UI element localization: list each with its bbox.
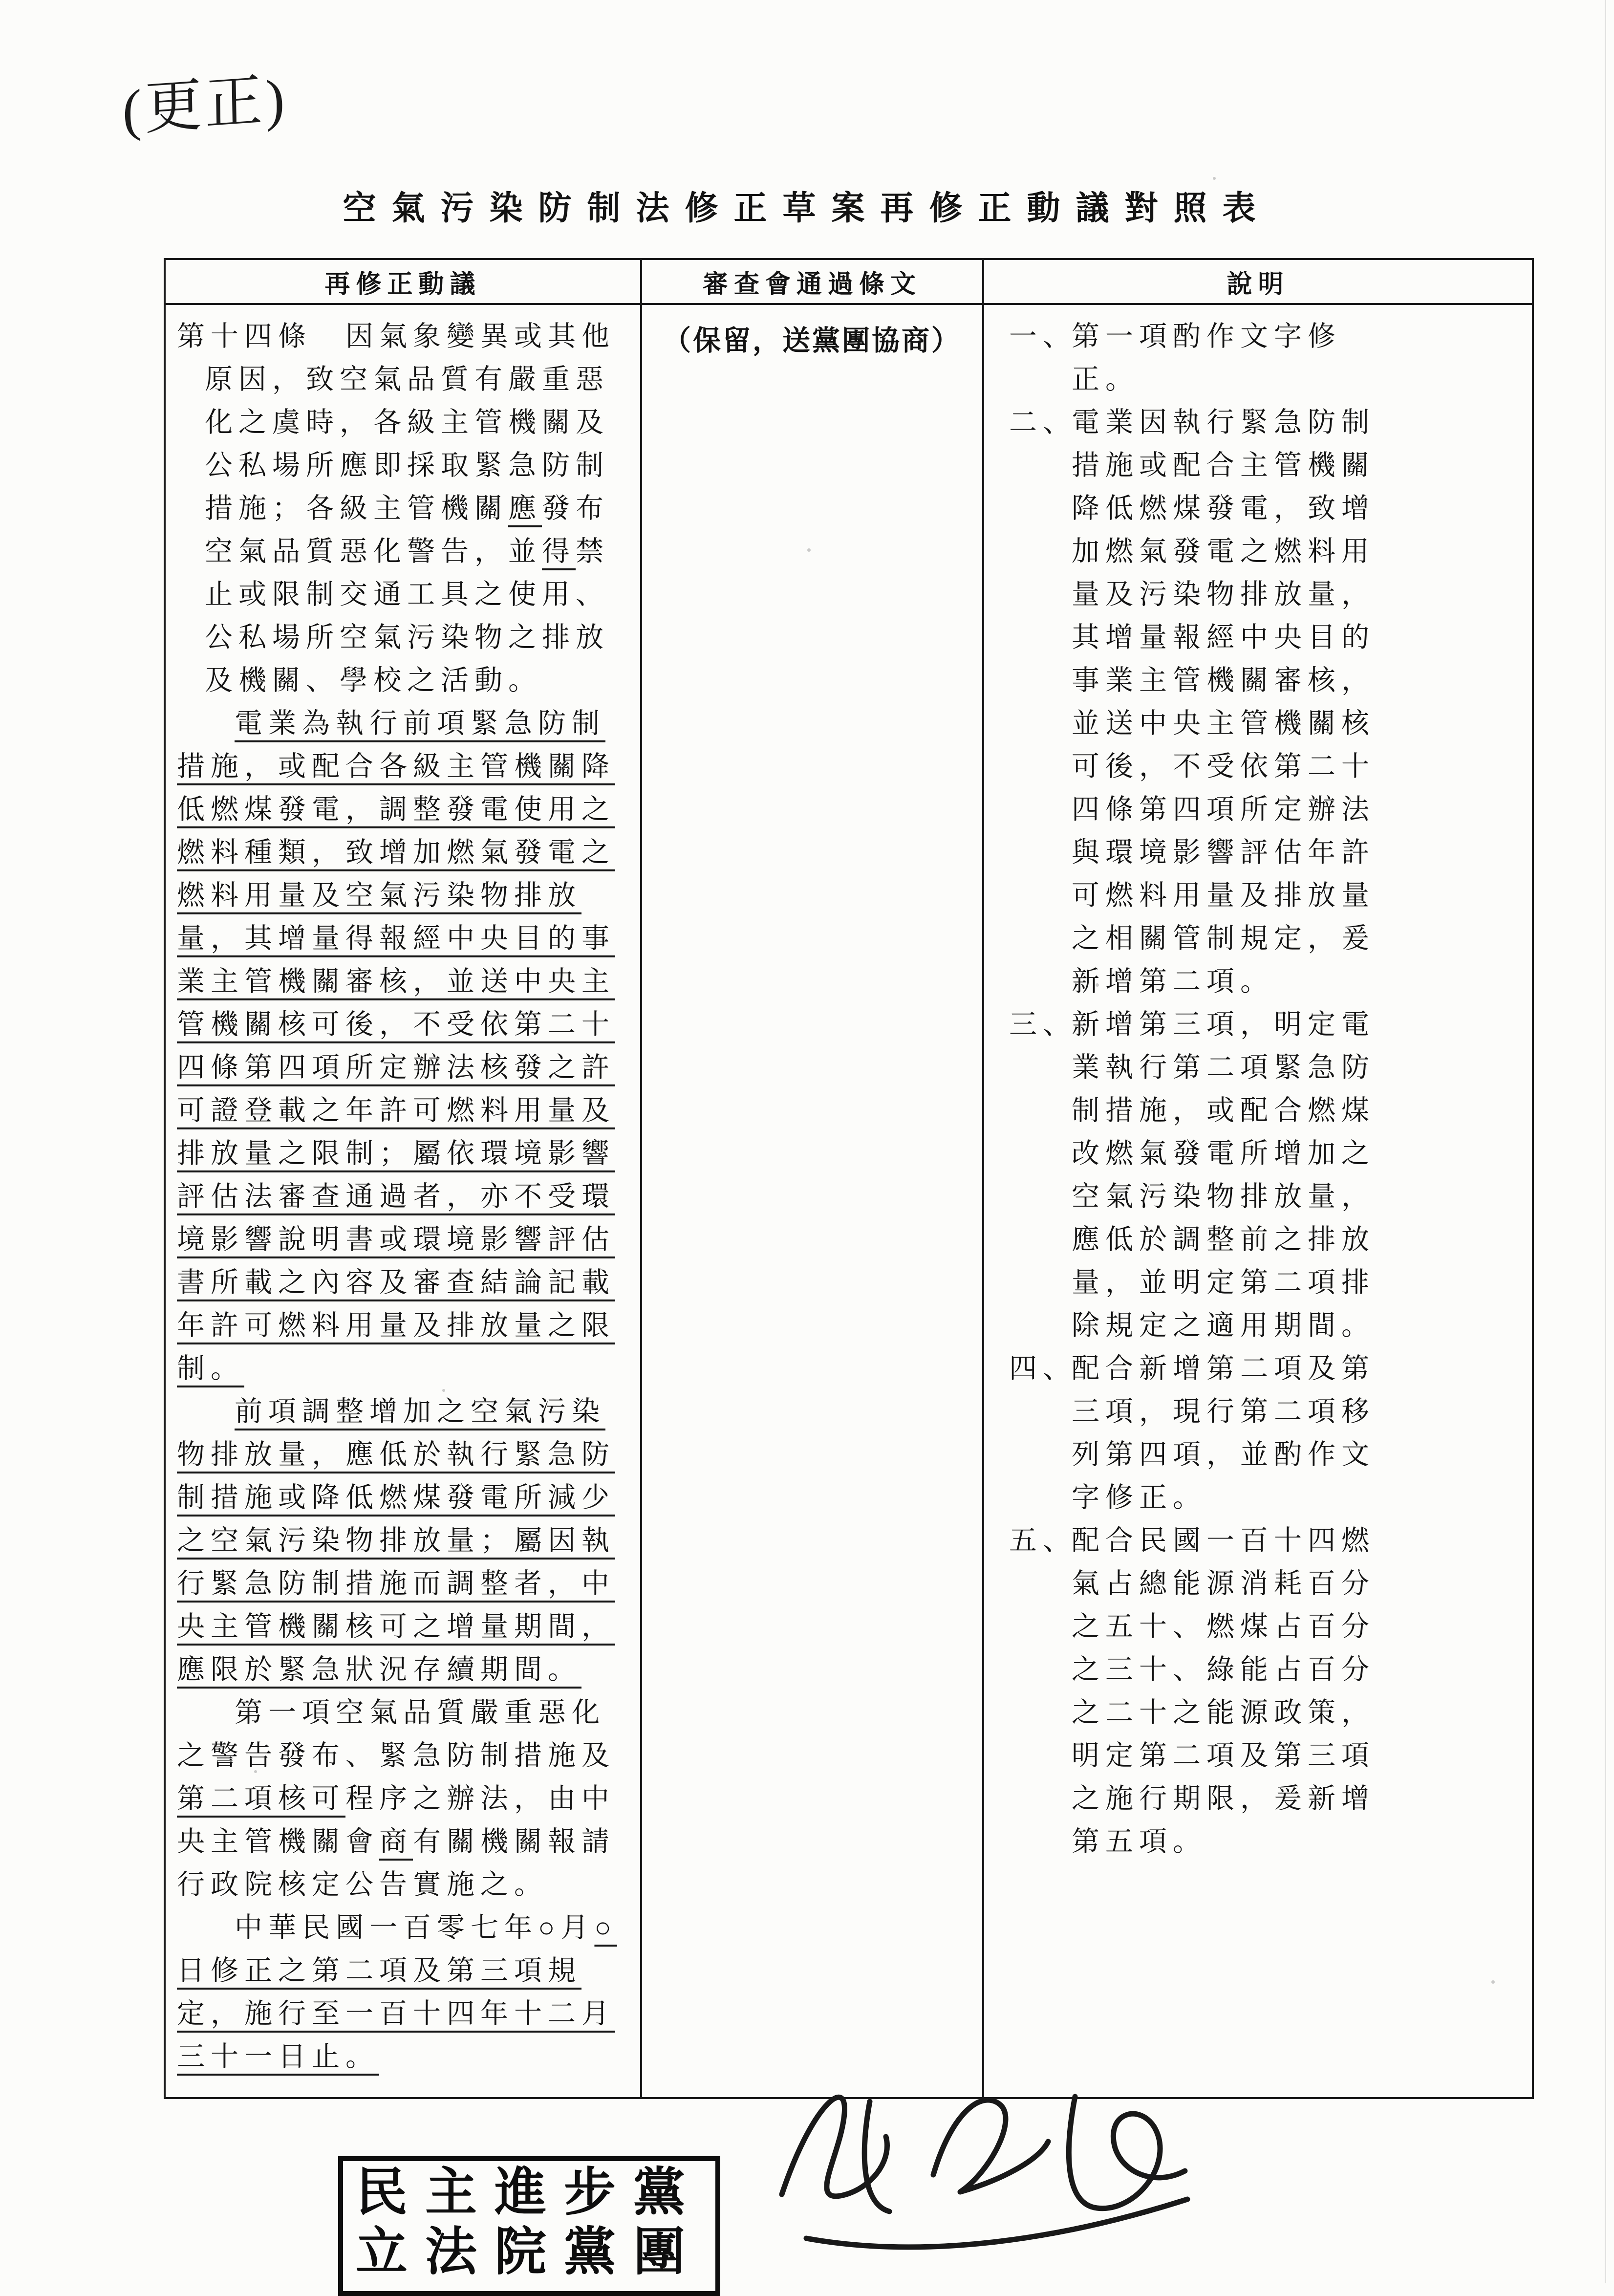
scan-speckle <box>1491 1980 1495 1984</box>
committee-reserved-note: （保留，送黨團協商） <box>663 325 961 356</box>
table-header-row <box>165 259 1533 304</box>
scan-speckle <box>442 1389 445 1392</box>
paragraph-text: 中華民國一百零七年○月 <box>235 1912 595 1943</box>
scan-speckle <box>807 548 811 552</box>
handwritten-signature <box>723 2043 1222 2287</box>
motion-paragraph <box>177 315 632 702</box>
explanation-item-number: 一、 <box>1009 321 1076 352</box>
header-re-amendment-motion: 再修正動議 <box>165 259 641 304</box>
table-body-row <box>165 304 1533 2098</box>
explanation-item-number: 三、 <box>1009 1009 1076 1040</box>
explanation-cell <box>983 304 1533 2098</box>
scan-speckle <box>1096 983 1099 987</box>
paragraph-text: 有關機關報請行政院核定公告實施之。 <box>177 1826 615 1900</box>
explanation-item-text: 新增第三項，明定電業執行第二項緊急防制措施，或配合燃煤改燃氣發電所增加之空氣污染物排放量，應低於調整前之排放量，並明定第二項排除規定之適用期間。 <box>1072 1009 1375 1341</box>
handwritten-correction-note: (更正) <box>122 67 288 143</box>
paragraph-text: 第一項空氣品質嚴重惡化之警告發布、緊急防制措施及 <box>177 1697 615 1771</box>
explanation-item-text: 電業因執行緊急防制措施或配合主管機關降低燃煤發電，致增加燃氣發電之燃料用量及污染物排放量，其增量報經中央目的事業主管機關審核，並送中央主管機關核可後，不受依第二十四條第四項所定辦法與環境影響評估年許可燃料用量及排放量之相關管制規定，爰新增第二項。 <box>1072 407 1375 997</box>
header-committee-passed-text: 審查會通過條文 <box>641 259 983 304</box>
motion-paragraph <box>177 1691 632 1906</box>
stamp-line-1: 民主進步黨 <box>356 2164 703 2221</box>
explanation-item <box>1009 1347 1388 1519</box>
paragraph-text: 禁止或限制交通工具之使用、公私場所空氣污染物之排放及機關、學校之活動。 <box>205 536 609 696</box>
underlined-amendment-text: ○日修正之第二項及第三項規定，施行至一百十四年十二月三十一日止。 <box>177 1912 617 2072</box>
paragraph-text: 程序之辦法，由中央主管機關會 <box>177 1783 615 1857</box>
explanation-item-number: 四、 <box>1009 1353 1076 1384</box>
explanation-item-number: 五、 <box>1009 1525 1076 1556</box>
explanation-item-number: 二、 <box>1009 407 1076 438</box>
explanation-item <box>1009 315 1388 401</box>
explanation-item <box>1009 401 1388 1003</box>
explanation-item <box>1009 1003 1388 1347</box>
motion-paragraph <box>177 1390 632 1691</box>
paragraph-text: 第十四條 因氣象變異或其他原因，致空氣品質有嚴重惡化之虞時，各級主管機關及公私場所應即採取緊急防制措施；各級主管機關 <box>177 321 615 524</box>
motion-cell <box>165 304 641 2098</box>
underlined-amendment-text: 得 <box>542 536 576 567</box>
party-caucus-stamp <box>338 2156 720 2296</box>
committee-cell <box>641 304 983 2098</box>
underlined-amendment-text: 第二項核可 <box>177 1783 345 1814</box>
stamp-line-2: 立法院黨團 <box>356 2224 703 2281</box>
motion-paragraph <box>177 1906 632 2079</box>
underlined-amendment-text: 電業為執行前項緊急防制措施，或配合各級主管機關降低燃煤發電，調整發電使用之燃料種類，致增加燃氣發電之燃料用量及空氣污染物排放量，其增量得報經中央目的事業主管機關審核，並送中央主管機關核可後，不受依第二十四條第四項所定辦法核發之許可證登載之年許可燃料用量及排放量之限制；屬依環境影響評估法審查通過者，亦不受環境影響說明書或環境影響評估書所載之內容及審查結論記載年許可燃料用量及排放量之限制。 <box>177 708 615 1384</box>
document-title: 空氣污染防制法修正草案再修正動議對照表 <box>343 190 1271 227</box>
explanation-item-text: 配合新增第二項及第三項，現行第二項移列第四項，並酌作文字修正。 <box>1072 1353 1375 1513</box>
scan-speckle <box>1213 177 1216 180</box>
explanation-item-text: 配合民國一百十四燃氣占總能源消耗百分之五十、燃煤占百分之三十、綠能占百分之二十之能源政策，明定第二項及第三項之施行期限，爰新增第五項。 <box>1072 1525 1375 1857</box>
scanner-edge-artifact <box>1605 0 1606 2283</box>
underlined-amendment-text: 商 <box>379 1826 413 1857</box>
comparison-table <box>164 258 1534 2099</box>
motion-paragraph <box>177 702 632 1390</box>
scan-speckle <box>254 1770 257 1773</box>
header-explanation: 說明 <box>983 259 1533 304</box>
underlined-amendment-text: 應 <box>508 493 542 524</box>
explanation-item-text: 第一項酌作文字修正。 <box>1072 321 1341 395</box>
paragraph-text: 發布空氣品質惡化警告，並 <box>205 493 609 567</box>
motion-paragraphs <box>166 305 640 2088</box>
explanation-items <box>985 305 1531 1873</box>
explanation-item <box>1009 1519 1388 1863</box>
underlined-amendment-text: 前項調整增加之空氣污染物排放量，應低於執行緊急防制措施或降低燃煤發電所減少之空氣污染物排放量；屬因執行緊急防制措施而調整者，中央主管機關核可之增量期間，應限於緊急狀況存續期間。 <box>177 1396 615 1685</box>
